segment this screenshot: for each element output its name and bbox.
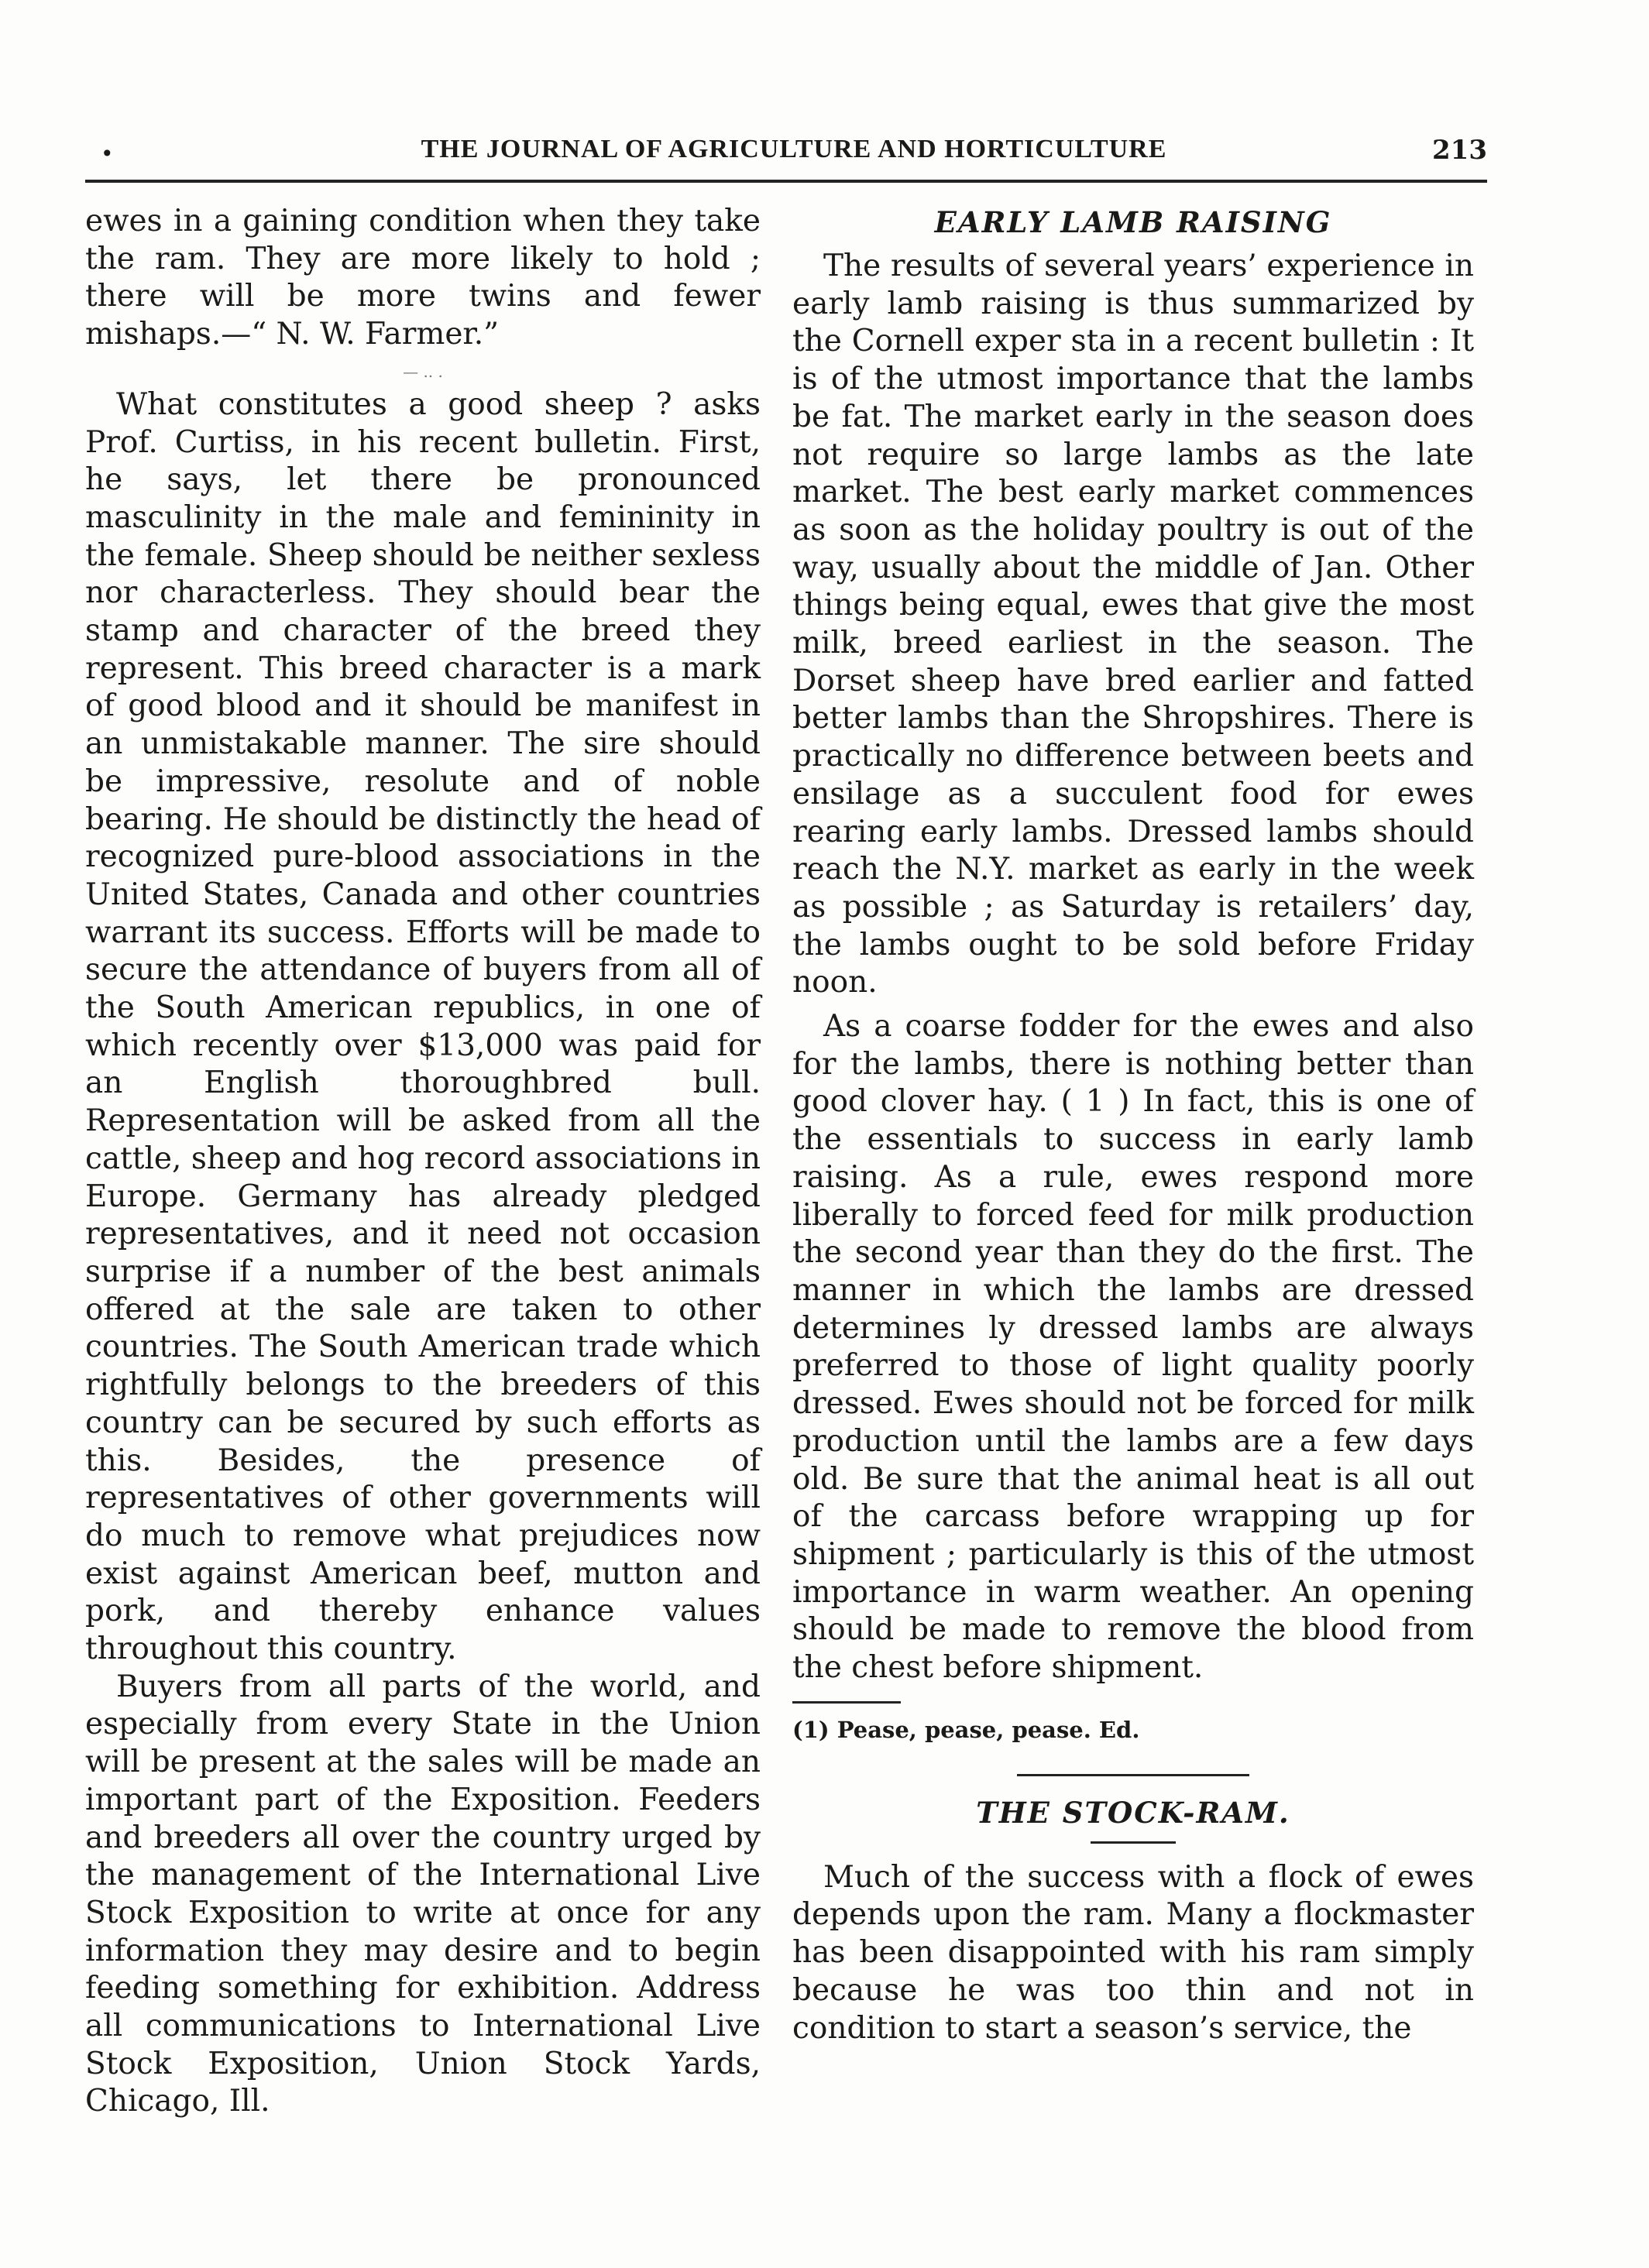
article-title-stock-ram: THE STOCK-RAM.	[976, 1795, 1290, 1830]
left-column	[85, 203, 761, 2121]
journal-title: THE JOURNAL OF AGRICULTURE AND HORTICULTURE	[421, 135, 1167, 163]
paragraph-continued: ewes in a gaining condition when they take the ram. They are more likely to hold ; there will be more twins and fewer mishaps.—“ N. W. Farmer.”	[85, 204, 761, 352]
section-ornament	[792, 1764, 1474, 1786]
section-separator: — .. .	[403, 362, 443, 381]
header-bullet: •	[101, 141, 114, 166]
paragraph-early-lamb-1: The results of several years’ experience in early lamb raising is thus summarized by the Cornell exper sta in a recent bulletin : It is of the utmost importance that the lambs be fat. The market early in the season does not require so large lambs as the late market. The best early market commences as soon as the holiday poultry is out of the way, usually about the middle of Jan. Other things being equal, ewes that give the most milk, breed earliest in the season. The Dorset sheep have bred earlier and fatted better lambs than the Shropshires. There is practically no difference between beets and ensilage as a succulent food for ewes rearing early lambs. Dressed lambs should reach the N.Y. market as early in the week as possible ; as Saturday is retailers’ day, the lambs ought to be sold before Friday noon.	[792, 249, 1474, 1000]
paragraph-good-sheep: What constitutes a good sheep ? asks Prof. Curtiss, in his recent bulletin. First, he says, let there be pronounced masculinity in the male and femininity in the female. Sheep should be neither sexless nor characterless. They should bear the stamp and character of the breed they represent. This breed character is a mark of good blood and it should be manifest in an unmistakable manner. The sire should be impressive, resolute and of noble bearing. He should be distinctly the head of recognized pure-blood associations in the United States, Canada and other countries warrant its success. Efforts will be made to secure the attendance of buyers from all of the South American republics, in one of which recently over $13,000 was paid for an English thoroughbred bull. Representation will be asked from all the cattle, sheep and hog record associations in Europe. Germany has already pledged representatives, and it need not occasion surprise if a number of the best animals offered at the sale are taken to other countries. The South American trade which rightfully belongs to the breeders of this country can be secured by such efforts as this. Besides, the presence of representatives of other governments will do much to remove what prejudices now exist against American beef, mutton and pork, and thereby enhance values throughout this country.	[85, 386, 761, 1667]
footnote-rule	[792, 1701, 901, 1704]
title-rule	[1091, 1841, 1176, 1844]
page-number: 213	[1432, 135, 1487, 166]
article-title-early-lamb: EARLY LAMB RAISING	[934, 205, 1332, 239]
paragraph-stock-ram-1: Much of the success with a flock of ewes depends upon the ram. Many a flockmaster has been disappointed with his ram simply because he was too thin and not in condition to start a season’s service, the	[792, 1859, 1474, 2046]
paragraph-early-lamb-2: As a coarse fodder for the ewes and also for the lambs, there is nothing better than good clover hay. ( 1 ) In fact, this is one of the essentials to success in early lamb raising. As a rule, ewes respond more liberally to forced feed for milk production the second year than they do the first. The manner in which the lambs are dressed determines ly dressed lambs are always preferred to those of light quality poorly dressed. Ewes should not be forced for milk production until the lambs are a few days old. Be sure that the animal heat is all out of the carcass before wrapping up for shipment ; particularly is this of the utmost importance in warm weather. An opening should be made to remove the blood from the chest before shipment.	[792, 1009, 1474, 1686]
footnote: (1) Pease, pease, pease. Ed.	[792, 1716, 1140, 1743]
page-header	[101, 130, 1487, 177]
header-rule	[85, 180, 1487, 183]
right-column	[792, 203, 1474, 2047]
paragraph-buyers: Buyers from all parts of the world, and especially from every State in the Union will be present at the sales will be made an important part of the Exposition. Feeders and breeders all over the country urged by the management of the International Live Stock Exposition to write at once for any information they may desire and to begin feeding something for exhibition. Address all communications to International Live Stock Exposition, Union Stock Yards, Chicago, Ill.	[85, 1669, 761, 2119]
